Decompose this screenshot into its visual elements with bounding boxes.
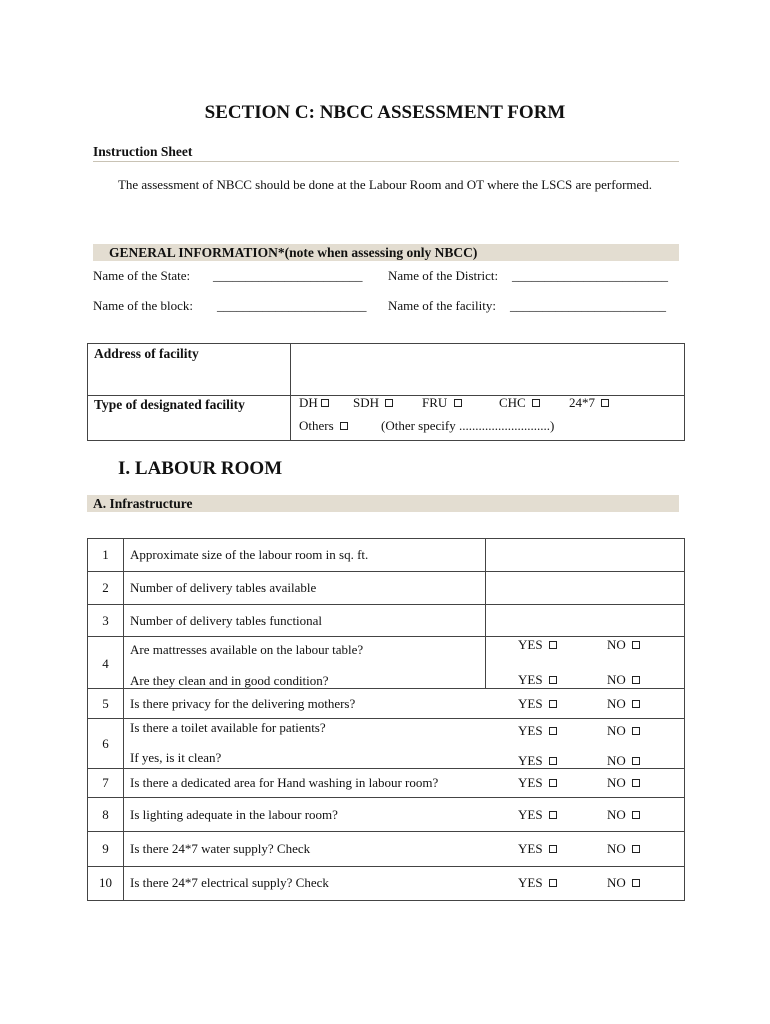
checkbox-no[interactable] xyxy=(632,845,640,853)
general-info-heading: GENERAL INFORMATION*(note when assessing only NBCC) xyxy=(93,244,679,261)
facility-type-label: Type of designated facility xyxy=(94,397,245,412)
address-label: Address of facility xyxy=(94,346,199,361)
yes-option[interactable]: YES xyxy=(518,841,557,857)
checkbox-no[interactable] xyxy=(632,641,640,649)
other-specify[interactable]: (Other specify ............................) xyxy=(381,418,555,433)
yes-option[interactable]: YES xyxy=(518,807,557,823)
no-option[interactable]: NO xyxy=(607,775,640,791)
row-number: 8 xyxy=(102,807,109,822)
question-text: Approximate size of the labour room in sq. ft. xyxy=(130,547,369,562)
option-24x7[interactable]: 24*7 xyxy=(569,395,609,411)
row-number: 1 xyxy=(102,547,109,562)
address-field[interactable] xyxy=(292,345,682,393)
instruction-heading: Instruction Sheet xyxy=(93,144,193,159)
option-chc[interactable]: CHC xyxy=(499,395,540,411)
block-label: Name of the block: xyxy=(93,298,193,313)
state-field[interactable]: _______________________ xyxy=(213,268,363,283)
question-text: Number of delivery tables functional xyxy=(130,613,323,628)
checkbox-chc[interactable] xyxy=(532,399,540,407)
infrastructure-table xyxy=(87,538,685,901)
option-dh[interactable]: DH xyxy=(299,395,329,411)
checkbox-24x7[interactable] xyxy=(601,399,609,407)
no-option[interactable]: NO xyxy=(607,841,640,857)
no-option[interactable]: NO xyxy=(607,672,640,688)
labour-room-heading: I. LABOUR ROOM xyxy=(118,458,283,479)
row-number: 7 xyxy=(102,775,109,790)
yes-option[interactable]: YES xyxy=(518,637,557,653)
checkbox-others[interactable] xyxy=(340,422,348,430)
checkbox-yes[interactable] xyxy=(549,641,557,649)
checkbox-dh[interactable] xyxy=(321,399,329,407)
state-label: Name of the State: xyxy=(93,268,191,283)
question-text: Is there a dedicated area for Hand washing in labour room? xyxy=(130,775,439,790)
facility-label: Name of the facility: xyxy=(388,298,496,313)
question-text: Is there 24*7 water supply? Check xyxy=(130,841,311,856)
district-field[interactable]: ________________________ xyxy=(512,268,668,283)
facility-field[interactable]: ________________________ xyxy=(510,298,666,313)
question-text: Are mattresses available on the labour table? xyxy=(130,642,364,657)
checkbox-yes[interactable] xyxy=(549,727,557,735)
checkbox-no[interactable] xyxy=(632,727,640,735)
checkbox-no[interactable] xyxy=(632,676,640,684)
yes-option[interactable]: YES xyxy=(518,753,557,769)
option-fru[interactable]: FRU xyxy=(422,395,462,411)
checkbox-yes[interactable] xyxy=(549,779,557,787)
page-title: SECTION C: NBCC ASSESSMENT FORM xyxy=(204,102,566,123)
instruction-text: The assessment of NBCC should be done at the Labour Room and OT where the LSCS are performed. xyxy=(117,177,653,192)
checkbox-fru[interactable] xyxy=(454,399,462,407)
answer-field-1[interactable] xyxy=(486,539,684,570)
row-number: 9 xyxy=(102,841,109,856)
checkbox-yes[interactable] xyxy=(549,811,557,819)
checkbox-yes[interactable] xyxy=(549,676,557,684)
answer-field-2[interactable] xyxy=(486,572,684,603)
question-text: Number of delivery tables available xyxy=(130,580,317,595)
question-text: Are they clean and in good condition? xyxy=(130,673,329,688)
row-number: 5 xyxy=(102,696,109,711)
row-number: 3 xyxy=(102,613,109,628)
yes-option[interactable]: YES xyxy=(518,696,557,712)
row-number: 6 xyxy=(102,736,109,751)
no-option[interactable]: NO xyxy=(607,696,640,712)
checkbox-no[interactable] xyxy=(632,879,640,887)
checkbox-yes[interactable] xyxy=(549,757,557,765)
no-option[interactable]: NO xyxy=(607,807,640,823)
no-option[interactable]: NO xyxy=(607,875,640,891)
question-text: If yes, is it clean? xyxy=(130,750,222,765)
yes-option[interactable]: YES xyxy=(518,672,557,688)
row-number: 4 xyxy=(102,656,109,671)
yes-option[interactable]: YES xyxy=(518,775,557,791)
option-others[interactable]: Others xyxy=(299,418,348,434)
question-text: Is lighting adequate in the labour room? xyxy=(130,807,338,822)
answer-field-3[interactable] xyxy=(486,605,684,635)
checkbox-no[interactable] xyxy=(632,779,640,787)
checkbox-yes[interactable] xyxy=(549,879,557,887)
no-option[interactable]: NO xyxy=(607,753,640,769)
district-label: Name of the District: xyxy=(388,268,499,283)
checkbox-no[interactable] xyxy=(632,811,640,819)
no-option[interactable]: NO xyxy=(607,723,640,739)
checkbox-yes[interactable] xyxy=(549,845,557,853)
checkbox-no[interactable] xyxy=(632,700,640,708)
option-sdh[interactable]: SDH xyxy=(353,395,393,411)
checkbox-no[interactable] xyxy=(632,757,640,765)
question-text: Is there a toilet available for patients? xyxy=(130,720,326,735)
yes-option[interactable]: YES xyxy=(518,875,557,891)
checkbox-yes[interactable] xyxy=(549,700,557,708)
infrastructure-heading: A. Infrastructure xyxy=(87,495,679,512)
row-number: 10 xyxy=(99,875,112,890)
row-number: 2 xyxy=(102,580,109,595)
no-option[interactable]: NO xyxy=(607,637,640,653)
yes-option[interactable]: YES xyxy=(518,723,557,739)
block-field[interactable]: _______________________ xyxy=(217,298,367,313)
instruction-divider xyxy=(93,161,679,162)
question-text: Is there 24*7 electrical supply? Check xyxy=(130,875,329,890)
facility-table xyxy=(87,343,685,441)
question-text: Is there privacy for the delivering mothers? xyxy=(130,696,356,711)
checkbox-sdh[interactable] xyxy=(385,399,393,407)
